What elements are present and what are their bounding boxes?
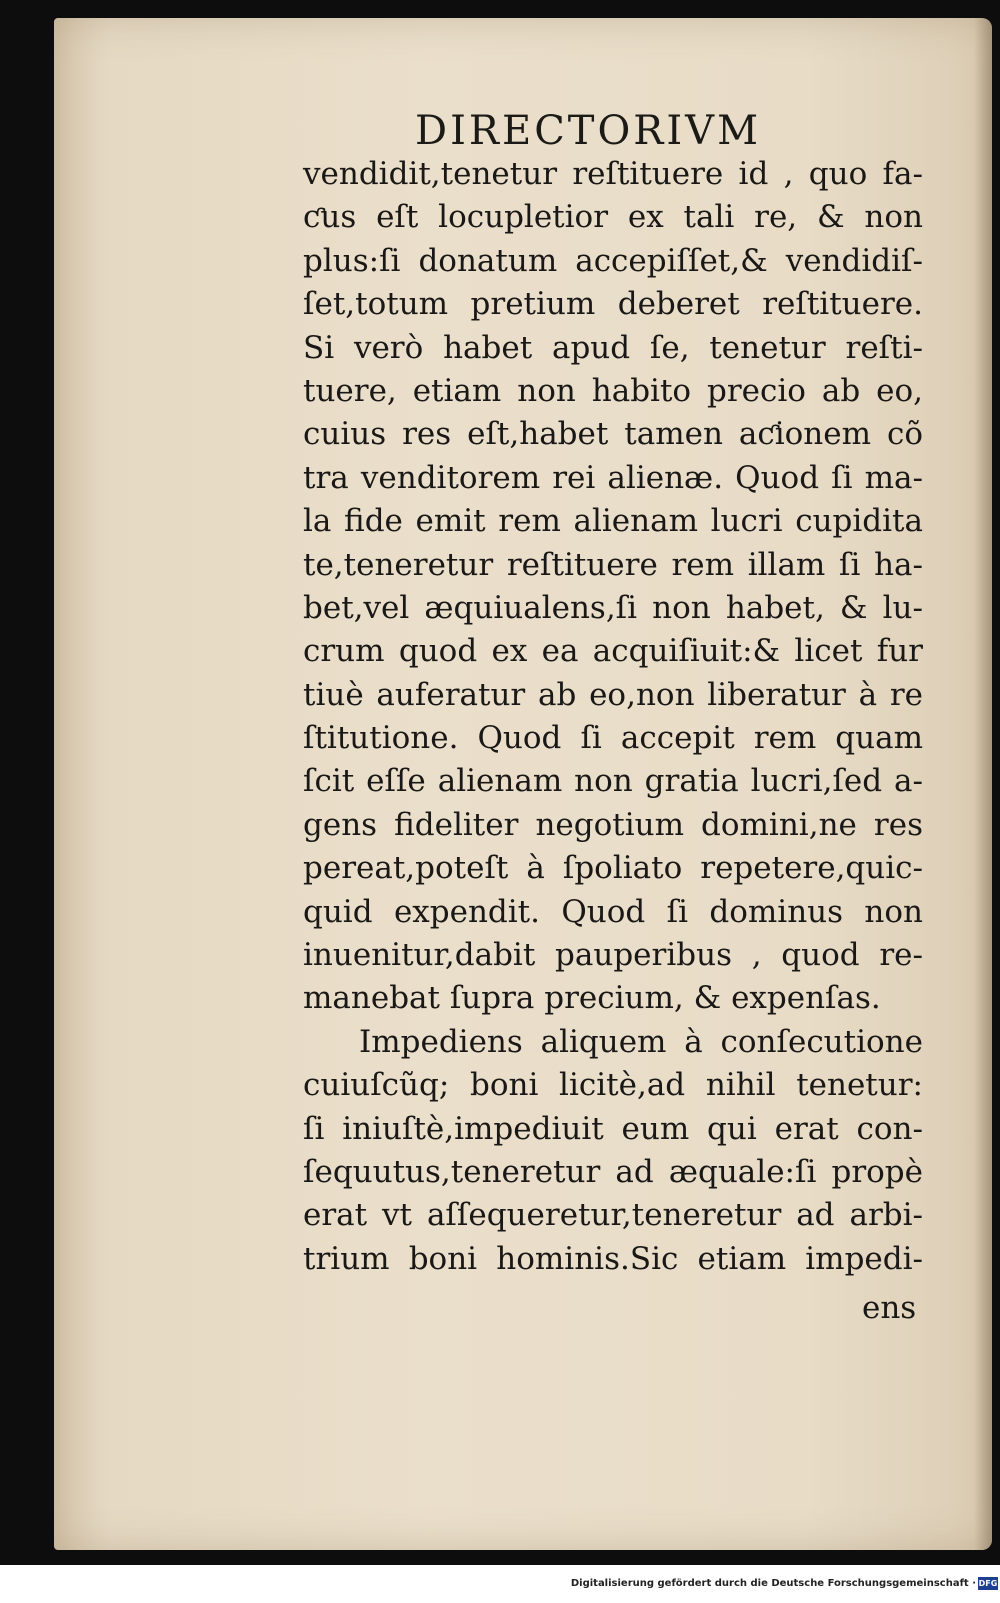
body-text <box>303 153 923 1281</box>
text-line: ſequutus,teneretur ad æquale:ſi propè <box>303 1153 923 1190</box>
text-line: cuiuſcũq; boni licitè,ad nihil tenetur: <box>303 1067 923 1104</box>
text-line: la fide emit rem alienam lucri cupidita <box>303 503 923 540</box>
text-line: bet,vel æquiualens,ſi non habet, & lu- <box>303 589 923 626</box>
text-line: ſtitutione. Quod ſi accepit rem quam <box>303 720 923 757</box>
text-line: erat vt aſſequeretur,teneretur ad arbi- <box>303 1197 923 1234</box>
text-line: plus:ſi donatum accepiſſet,& vendidiſ- <box>303 242 923 279</box>
text-line: crum quod ex ea acquiſiuit:& licet fur <box>303 633 923 670</box>
text-line: ƈus eſt locupletior ex tali re, & non <box>303 199 923 236</box>
text-line: manebat ſupra precium, & expenſas. <box>303 980 881 1017</box>
text-line: inuenitur,dabit pauperibus , quod re- <box>303 937 923 974</box>
text-line: pereat,poteſt à ſpoliato repetere,quic- <box>303 850 923 887</box>
text-line: ſet,totum pretium deberet reſtituere. <box>303 286 923 323</box>
text-line: tra venditorem rei alienæ. Quod ſi ma- <box>303 459 923 496</box>
text-line: te,teneretur reſtituere rem illam ſi ha- <box>303 546 923 583</box>
text-line: gens fideliter negotium domini,ne res <box>303 806 923 843</box>
text-line: trium boni hominis.Sic etiam impedi- <box>303 1240 923 1277</box>
digitization-footer <box>0 1565 1000 1603</box>
text-line: tiuè auferatur ab eo,non liberatur à re <box>303 676 923 713</box>
funding-credit: Digitalisierung gefördert durch die Deutsche Forschungsgemeinschaft · <box>570 1578 976 1589</box>
text-line: cuius res eſt,habet tamen aƈionem cõ <box>303 416 923 453</box>
text-line: quid expendit. Quod ſi dominus non <box>303 893 923 930</box>
text-line: tuere, etiam non habito precio ab eo, <box>303 372 923 409</box>
dfg-logo-icon: DFG <box>978 1579 998 1588</box>
text-line: vendidit,tenetur reſtituere id , quo fa- <box>303 156 923 192</box>
paragraph-start-line: Impediens aliquem à conſecutione <box>359 1023 923 1060</box>
text-line: Si verò habet apud ſe, tenetur reſti- <box>303 329 923 366</box>
running-header: DIRECTORIVM <box>415 108 762 154</box>
page-edge-shadow <box>974 18 992 1550</box>
catchword: ens <box>862 1290 917 1326</box>
text-line: ſcit eſſe alienam non gratia lucri,ſed a- <box>303 763 923 800</box>
text-line: ſi iniuſtè,impediuit eum qui erat con- <box>303 1110 923 1147</box>
